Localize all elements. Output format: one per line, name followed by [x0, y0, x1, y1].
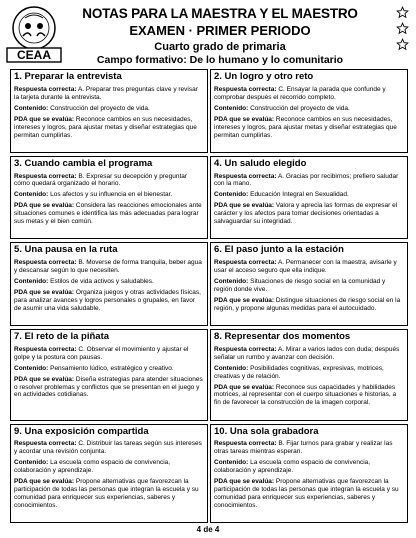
content-text: Estilos de vida activos y saludables. — [50, 278, 154, 286]
document-title: NOTAS PARA LA MAESTRA Y EL MAESTRO — [82, 6, 358, 21]
content-text: Construcción del proyecto de vida. — [250, 104, 350, 112]
card-title: 5. Una pausa en la ruta — [14, 244, 118, 256]
card-title: 7. El reto de la piñata — [14, 330, 110, 342]
note-card-5 — [10, 242, 208, 326]
pda-text: Considera las reacciones emocionales ante situaciones comunes e identifica las más adecuadas para lograr sus metas y el bien común. — [14, 202, 202, 226]
note-card-10 — [210, 424, 408, 524]
note-card-9 — [10, 424, 208, 524]
answer-text: C. Ensayar la parada que confunde y comprobar después el recorrido completo. — [214, 85, 386, 101]
pda-text: Valora y aprecia las formas de expresar el carácter y los afectos para tomar decisiones orientadas a salvaguardar su integridad. — [214, 202, 398, 226]
card-title: 6. El paso junto a la estación — [214, 244, 344, 256]
content-text: Los afectos y su influencia en el bienestar. — [50, 191, 173, 199]
answer-text: A. Mirar a varios lados con duda; después señalar un rumbo y avanzar con decisión. — [214, 345, 400, 361]
content-label: Contenido: — [214, 278, 249, 286]
answer-text: B. Moverse de forma tranquila, beber agua y descansar según lo que necesiten. — [14, 259, 202, 275]
pda-label: PDA que se evalúa: — [14, 115, 75, 123]
content-text: Posibilidades cognitivas, expresivas, motrices, creativas y de relación. — [214, 364, 384, 380]
answer-label: Respuesta correcta: — [214, 172, 277, 180]
pda-text: Organiza juegos y otras actividades físicas, para analizar avances y logros personales o grupales, en favor de asumir una vida saludable. — [14, 288, 201, 312]
card-title: 10. Una sola grabadora — [214, 425, 319, 437]
star-icon — [396, 6, 409, 19]
pda-text: Reconoce sus capacidades y habilidades motrices, al representar con el cuerpo situaciones e historias, a fin de favorecer la construcción de la imagen corporal. — [214, 383, 397, 407]
answer-text: C. Distribuir las tareas según sus intereses y acordar una revisión conjunta. — [14, 440, 202, 456]
answer-label: Respuesta correcta: — [214, 85, 277, 93]
pda-label: PDA que se evalúa: — [14, 478, 75, 486]
answer-label: Respuesta correcta: — [14, 172, 77, 180]
content-label: Contenido: — [14, 104, 49, 112]
pda-text: Reconoce cambios en sus necesidades, intereses y logros, para ajustar metas y diseñar estrategias que permitan cumplirlas. — [214, 115, 397, 139]
answer-label: Respuesta correcta: — [14, 345, 77, 353]
pda-label: PDA que se evalúa: — [214, 383, 275, 391]
content-label: Contenido: — [214, 191, 249, 199]
content-label: Contenido: — [14, 459, 49, 467]
answer-text: C. Observar el movimiento y ajustar el golpe y la postura con pausas. — [14, 345, 189, 361]
notes-grid — [10, 69, 408, 523]
note-card-2 — [210, 69, 408, 153]
card-title: 9. Una exposición compartida — [14, 425, 149, 437]
answer-label: Respuesta correcta: — [14, 440, 77, 448]
content-text: La escuela como espacio de convivencia, colaboración y aprendizaje. — [214, 459, 371, 475]
pda-text: Reconoce cambios en sus necesidades, intereses y logros, para ajustar metas y diseñar estrategias que permitan cumplirlas. — [14, 115, 197, 139]
pda-label: PDA que se evalúa: — [14, 288, 75, 296]
content-label: Contenido: — [214, 104, 249, 112]
content-label: Contenido: — [214, 459, 249, 467]
note-card-1 — [10, 69, 208, 153]
answer-label: Respuesta correcta: — [214, 440, 277, 448]
card-title: 4. Un saludo elegido — [214, 157, 307, 169]
card-title: 8. Representar dos momentos — [214, 330, 351, 342]
answer-text: A. Permanecer con la maestra, avisarle y usar el acceso seguro que ella indique. — [214, 259, 397, 275]
stars-column — [396, 6, 410, 54]
content-text: Construcción del proyecto de vida. — [50, 104, 150, 112]
note-card-8 — [210, 329, 408, 421]
pda-label: PDA que se evalúa: — [14, 202, 75, 210]
pda-text: Propone alternativas que favorezcan la participación de todas las personas que integran la escuela y su comunidad para enriquecer sus experiencias, saberes y conocimientos. — [14, 478, 199, 509]
content-text: Educación Integral en Sexualidad. — [250, 191, 349, 199]
content-text: Situaciones de riesgo social en la comunidad y región donde vive. — [214, 278, 386, 293]
note-card-7 — [10, 329, 208, 421]
star-icon — [396, 38, 409, 51]
answer-text: B. Fijar turnos para grabar y realizar las otras tareas mientras esperan. — [214, 440, 393, 456]
card-title: 2. Un logro y otro reto — [214, 71, 314, 82]
page-header — [0, 0, 416, 68]
ceaa-logo — [5, 4, 63, 64]
pda-text: Diseña estrategias para atender situaciones o resolver problemas y conflictos que se presentan en el juego y en actividades cotidianas. — [14, 375, 203, 399]
content-text: Pensamiento lúdico, estratégico y creativo. — [50, 364, 174, 372]
answer-text: B. Expresar su decepción y preguntar cómo quedará organizado el horario. — [14, 172, 188, 188]
note-card-4 — [210, 156, 408, 240]
answer-label: Respuesta correcta: — [14, 259, 77, 267]
pda-label: PDA que se evalúa: — [214, 202, 275, 210]
content-label: Contenido: — [14, 364, 49, 372]
answer-text: A. Gracias por recibirnos; prefiero saludar con la mano. — [214, 172, 399, 188]
pda-label: PDA que se evalúa: — [14, 375, 75, 383]
pda-label: PDA que se evalúa: — [214, 478, 275, 486]
exam-subtitle: EXAMEN · PRIMER PERIODO — [129, 23, 311, 38]
pda-text: Propone alternativas que favorezcan la participación de todas las personas que integran la escuela y su comunidad para enriquecer sus experiencias, saberes y conocimientos. — [214, 478, 399, 509]
pda-label: PDA que se evalúa: — [214, 115, 275, 123]
note-card-3 — [10, 156, 208, 240]
formative-field-label: Campo formativo: De lo humano y lo comunitario — [96, 54, 344, 66]
content-label: Contenido: — [14, 191, 49, 199]
note-card-6 — [210, 242, 408, 326]
page-number: 4 de 4 — [196, 525, 220, 534]
content-text: La escuela como espacio de convivencia, colaboración y aprendizaje. — [14, 459, 171, 475]
answer-label: Respuesta correcta: — [214, 345, 277, 353]
answer-label: Respuesta correcta: — [14, 85, 77, 93]
answer-label: Respuesta correcta: — [214, 259, 277, 267]
grade-label: Cuarto grado de primaria — [154, 41, 286, 53]
svg-text:CEAA: CEAA — [16, 48, 52, 62]
content-label: Contenido: — [214, 364, 249, 372]
content-label: Contenido: — [14, 278, 49, 286]
card-title: 3. Cuando cambia el programa — [14, 157, 153, 169]
pda-label: PDA que se evalúa: — [214, 296, 275, 304]
answer-text: A. Preparar tres preguntas clave y revisar la tarjeta durante la entrevista. — [14, 85, 198, 101]
star-icon — [396, 22, 409, 35]
card-title: 1. Preparar la entrevista — [14, 71, 122, 82]
pda-text: Distingue situaciones de riesgo social en la región, y propone algunas medidas para el autocuidado. — [214, 296, 401, 312]
